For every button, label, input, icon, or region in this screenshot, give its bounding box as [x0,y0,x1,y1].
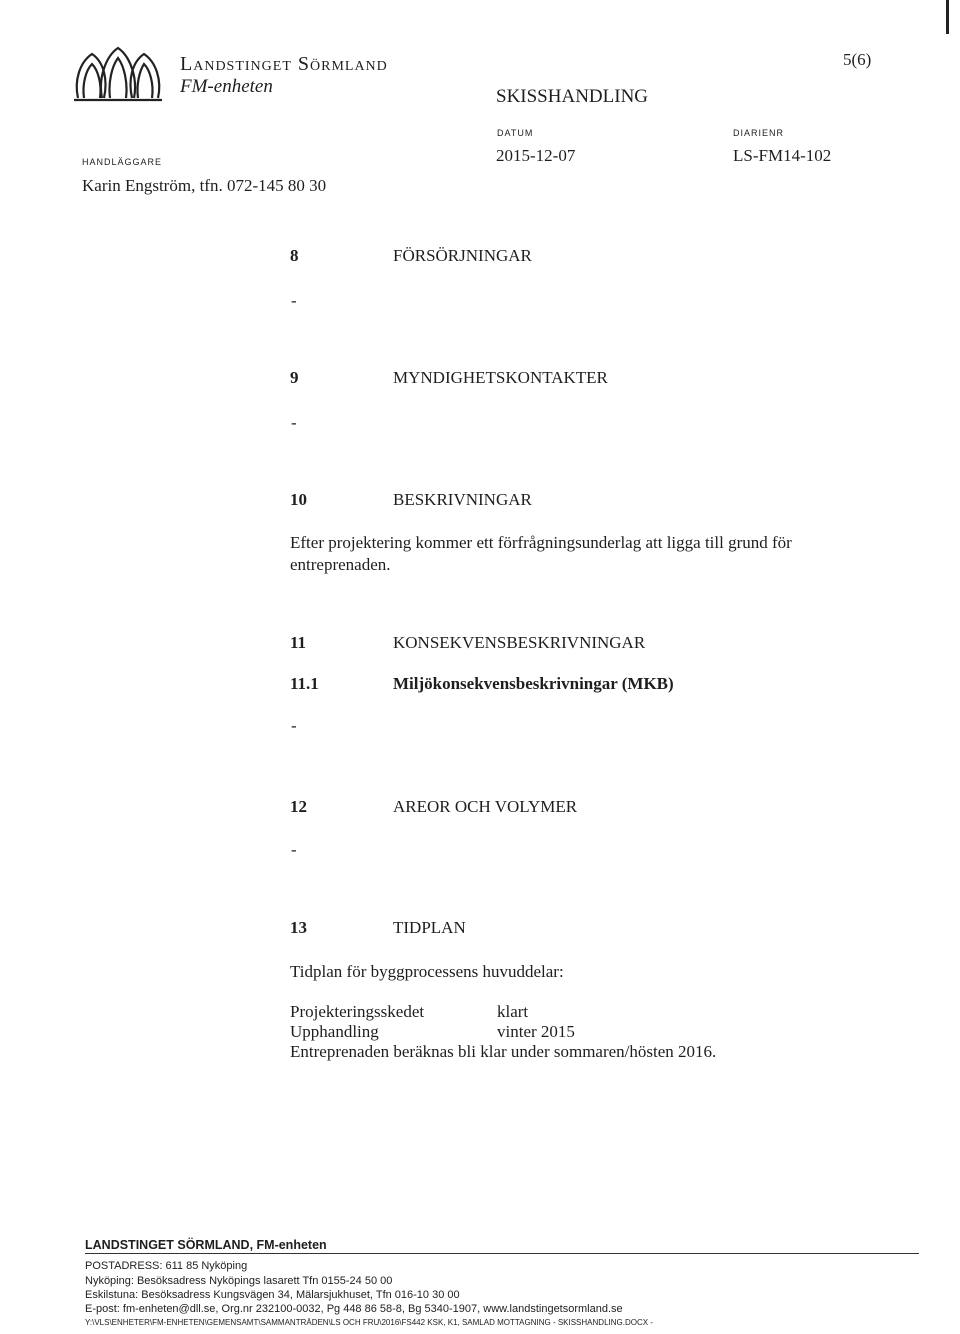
empty-dash: - [291,291,297,310]
tidplan-row-value: vinter 2015 [497,1022,575,1041]
body-text: entreprenaden. [290,555,391,574]
body-text: Efter projektering kommer ett förfrågningsunderlag att ligga till grund för [290,533,792,552]
datum-label: DATUM [497,128,534,138]
section-number: 8 [290,246,299,265]
section-title: BESKRIVNINGAR [393,490,532,509]
section-number: 10 [290,490,307,509]
page-number: 5(6) [843,50,872,69]
diarienr-label: DIARIENR [733,128,785,138]
empty-dash: - [291,716,297,735]
document-type: SKISSHANDLING [496,86,649,107]
tidplan-closing: Entreprenaden beräknas bli klar under sommaren/hösten 2016. [290,1042,717,1061]
section-title: MYNDIGHETSKONTAKTER [393,368,608,387]
tidplan-row-label: Upphandling [290,1022,379,1041]
footer-postadress: POSTADRESS: 611 85 Nyköping [85,1260,248,1272]
section-number: 9 [290,368,299,387]
section-title: FÖRSÖRJNINGAR [393,246,532,265]
footer-eskilstuna: Eskilstuna: Besöksadress Kungsvägen 34, Mälarsjukhuset, Tfn 016-10 30 00 [85,1289,460,1301]
handlaggare-value: Karin Engström, tfn. 072-145 80 30 [82,176,327,195]
section-number: 12 [290,797,307,816]
landsting-logo [72,40,164,104]
subsection-number: 11.1 [290,674,319,693]
tidplan-row-label: Projekteringsskedet [290,1002,425,1021]
empty-dash: - [291,413,297,432]
section-title: TIDPLAN [393,918,466,937]
diarienr-value: LS-FM14-102 [733,146,832,165]
datum-value: 2015-12-07 [496,146,576,165]
org-unit: FM-enheten [180,76,273,97]
scan-edge-mark [946,0,949,34]
footer-org: LANDSTINGET SÖRMLAND, FM-enheten [85,1238,327,1252]
footer-contact: E-post: fm-enheten@dll.se, Org.nr 232100-0032, Pg 448 86 58-8, Bg 5340-1907, www.landstingetsormland.se [85,1303,623,1315]
subsection-title: Miljökonsekvensbeskrivningar (MKB) [393,674,674,693]
section-title: KONSEKVENSBESKRIVNINGAR [393,633,646,652]
footer-nykoping: Nyköping: Besöksadress Nyköpings lasarett Tfn 0155-24 50 00 [85,1275,393,1287]
handlaggare-label: HANDLÄGGARE [82,157,163,167]
section-title: AREOR OCH VOLYMER [393,797,578,816]
section-number: 13 [290,918,307,937]
footer-divider [85,1253,919,1254]
tidplan-intro: Tidplan för byggprocessens huvuddelar: [290,962,564,981]
footer-file-path: Y:\VLS\ENHETER\FM-ENHETEN\GEMENSAMT\SAMMANTRÄDEN\LS OCH FRU\2016\FS442 KSK, K1, SAMLAD MOTTAGNING - SKISSHANDLING.DOCX - [85,1318,653,1327]
section-number: 11 [290,633,307,652]
tidplan-row-value: klart [497,1002,529,1021]
org-name: Landstinget Sörmland [180,53,388,75]
empty-dash: - [291,840,297,859]
